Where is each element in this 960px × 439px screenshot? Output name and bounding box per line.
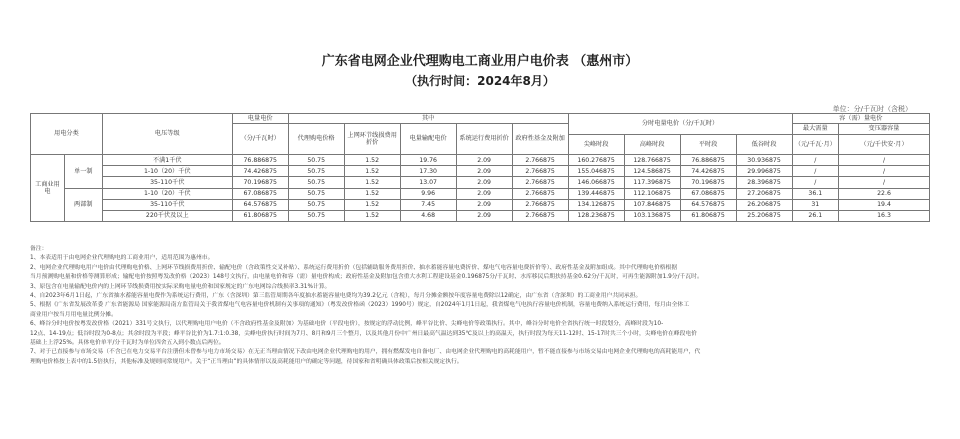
cell-system-fee: 2.09 [456,166,512,177]
cell-max-demand: / [792,166,838,177]
cell-max-demand: 31 [792,199,838,210]
cell-voltage: 1-10（20）千伏 [102,166,232,177]
header-tou: 分时电量电价（分/千瓦时） [568,114,792,135]
cell-energy-price: 61.806875 [232,210,288,221]
cell-fund: 2.766875 [512,155,568,166]
tariff-table [30,113,930,222]
cell-transformer: 22.6 [839,188,930,199]
table-row [31,177,930,188]
note-line: 1、本表适用于由电网企业代理购电的工商业用户，适用范围为惠州市。 [30,255,214,262]
header-capacity: 容（需）量电价 [792,114,929,124]
cell-system-fee: 2.09 [456,177,512,188]
cell-peak: 124.586875 [624,166,680,177]
cell-voltage: 35-110千伏 [102,177,232,188]
cell-transmission: 9.96 [400,188,456,199]
cell-proxy-price: 50.75 [288,177,344,188]
cell-transmission: 13.07 [400,177,456,188]
header-transformer-unit: （元/千伏安·月） [839,135,930,155]
cell-energy-price: 64.576875 [232,199,288,210]
cell-grid-loss: 1.52 [344,188,400,199]
header-system-fee: 系统运行费用折价 [456,124,512,155]
note-line: 4、自2023年6月1日起，广东省抽水蓄能容量电费作为系统运行费用，广东（含深圳）第三监管周期各年度抽水蓄能容量电费均为39.2亿元（含税），每月分摊金额按年度容量电费除以12确定，由广东省（含深圳）的工商业用户共同承担。 [30,293,642,300]
note-line: 5、根据《广东省发展改革委 广东省能源局 国家能源局南方监管局关于我省煤电气电容量电价机制有关事项的通知》（粤发改价格函（2023）1990号）规定，自2024年1月1日起，我省煤电气电执行容量电价机制，容量电费纳入系统运行费用，每月由全体工 [30,302,689,309]
cell-max-demand: / [792,177,838,188]
cell-peak-tip: 139.446875 [568,188,624,199]
header-peak: 高峰时段 [624,135,680,155]
cell-system-fee: 2.09 [456,199,512,210]
table-row [31,155,930,166]
header-category: 用电分类 [31,114,103,155]
note-line: 6、峰谷分时电价按粤发改价格（2021）331号文执行，以代理购电用户电价（不含政府性基金及附加）为基础电价（平段电价），按规定的浮动比例，峰平谷比价、尖峰电价等政策执行。其中，峰谷分时电价全省执行统一时段划分，高峰时段为10- [30,321,664,328]
cell-fund: 2.766875 [512,188,568,199]
header-row-1 [31,114,930,124]
table-row [31,199,930,210]
cell-valley: 25.206875 [736,210,792,221]
cell-grid-loss: 1.52 [344,210,400,221]
cell-peak: 107.846875 [624,199,680,210]
cell-voltage: 220千伏及以上 [102,210,232,221]
cell-transmission: 17.30 [400,166,456,177]
cell-proxy-price: 50.75 [288,155,344,166]
note-line: 备注： [30,246,48,252]
cell-system-fee: 2.09 [456,155,512,166]
header-energy-price-unit: （分/千瓦时） [232,124,288,155]
cell-valley: 27.206875 [736,188,792,199]
note-line: 7、对于已直接参与市场交易（不含已在电力交易平台注册但未曾参与电力市场交易）在无正当理由情况下改由电网企业代理购电的用户，拥有燃煤发电自备电厂、由电网企业代理购电的高耗能用户，暂不能直接参与市场交易由电网企业代理购电的高耗能用户，代 [30,349,701,356]
header-flat: 平时段 [680,135,736,155]
notes-section [30,245,935,367]
cell-valley: 30.936875 [736,155,792,166]
header-proxy-price: 代理购电价格 [288,124,344,155]
cell-proxy-price: 50.75 [288,210,344,221]
page-title: 广东省电网企业代理购电工商业用户电价表 （惠州市） [321,54,639,69]
cell-peak-tip: 128.236875 [568,210,624,221]
table-row [31,188,930,199]
note-line: 12点、14-19点；低谷时段为0-8点；其余时段为平段；峰平谷比价为1.7:1:0.38，尖峰电价执行时间为7月、8月和9月三个整月，以及其他月份中广州日最高气温达到35℃及以上的高温天，执行时段为每天11-12时、15-17时共三个小时，尖峰电价在峰段电价 [30,330,697,337]
cell-max-demand: 36.1 [792,188,838,199]
cell-fund: 2.766875 [512,199,568,210]
cell-voltage: 1-10（20）千伏 [102,188,232,199]
cell-grid-loss: 1.52 [344,155,400,166]
header-fund: 政府性基金及附加 [512,124,568,155]
cell-grid-loss: 1.52 [344,199,400,210]
cell-transmission: 7.45 [400,199,456,210]
cell-fund: 2.766875 [512,166,568,177]
cell-fund: 2.766875 [512,210,568,221]
header-peak-tip: 尖峰时段 [568,135,624,155]
cell-peak: 128.766875 [624,155,680,166]
cell-flat: 70.196875 [680,177,736,188]
cell-fund: 2.766875 [512,177,568,188]
cell-flat: 61.806875 [680,210,736,221]
cell-voltage: 不满1千伏 [102,155,232,166]
cell-grid-loss: 1.52 [344,177,400,188]
header-transformer: 变压器容量 [839,124,930,135]
header-transmission: 电量输配电价 [400,124,456,155]
group-label: 工商业用电 [31,155,65,222]
header-max-demand-unit: （元/千瓦·月） [792,135,838,155]
cell-energy-price: 76.886875 [232,155,288,166]
cell-transformer: / [839,177,930,188]
cell-voltage: 35-110千伏 [102,199,232,210]
cell-flat: 76.886875 [680,155,736,166]
cell-valley: 28.396875 [736,177,792,188]
cell-valley: 29.996875 [736,166,792,177]
cell-energy-price: 74.426875 [232,166,288,177]
dual-label: 两部制 [64,188,102,222]
cell-transformer: / [839,166,930,177]
cell-peak: 103.136875 [624,210,680,221]
cell-peak: 117.396875 [624,177,680,188]
cell-peak: 112.106875 [624,188,680,199]
header-of-which: 其中 [288,114,568,124]
cell-max-demand: / [792,155,838,166]
table-row [31,210,930,221]
header-energy-price: 电量电价 [232,114,288,124]
cell-peak-tip: 155.046875 [568,166,624,177]
single-label: 单一制 [64,155,102,189]
cell-peak-tip: 146.066875 [568,177,624,188]
header-voltage: 电压等级 [102,114,232,155]
page-subtitle: （执行时间：2024年8月） [405,74,555,88]
cell-peak-tip: 160.276875 [568,155,624,166]
cell-flat: 64.576875 [680,199,736,210]
note-line: 2、电网企业代理购电用户电价由代理购电价格、上网环节线损费用折价、输配电价（含政策性交叉补贴）、系统运行费用折价（包括辅助服务费用折价、抽水蓄能容量电费折价、煤电气电容量电费折价等）、政府性基金及附加组成。其中代理购电价格根据 [30,264,678,271]
cell-grid-loss: 1.52 [344,166,400,177]
cell-proxy-price: 50.75 [288,166,344,177]
cell-flat: 74.426875 [680,166,736,177]
cell-transformer: / [839,155,930,166]
cell-energy-price: 67.086875 [232,188,288,199]
cell-transmission: 4.68 [400,210,456,221]
cell-system-fee: 2.09 [456,210,512,221]
cell-proxy-price: 50.75 [288,188,344,199]
unit-label: 单位：分/千瓦时（含税） [832,105,912,113]
cell-valley: 26.206875 [736,199,792,210]
cell-max-demand: 26.1 [792,210,838,221]
cell-transformer: 16.3 [839,210,930,221]
header-grid-loss: 上网环节线损费用折价 [344,124,400,155]
header-max-demand: 最大需量 [792,124,838,135]
note-line: 理购电价格按上表中的1.5倍执行，其他标准及规则同常规用户。关于“正当理由”的具体情形以及高耗能用户的确定等问题，待国家和省明确具体政策后按相关规定执行。 [30,358,463,365]
cell-energy-price: 70.196875 [232,177,288,188]
cell-transformer: 19.4 [839,199,930,210]
cell-flat: 67.086875 [680,188,736,199]
cell-transmission: 19.76 [400,155,456,166]
note-line: 当月预测购电量和价格等测算形成；输配电价按照粤发改价格（2023）148号文执行，由电量电价和容（需）量电价构成；政府性基金及附加包含重大水利工程建设基金0.196875分/千瓦时、水库移民后期扶持基金0.62分/千瓦时，可再生能源附加1.9分/千瓦时。 [30,274,703,281]
cell-system-fee: 2.09 [456,188,512,199]
note-line: 商业用户按当月用电量比例分摊。 [30,311,117,318]
header-valley: 低谷时段 [736,135,792,155]
note-line: 3、原包含在电量输配电价内的上网环节线损费用按实际采购电量电价和国家规定的广东电网综合线损率3.31%计算。 [30,283,331,290]
cell-peak-tip: 134.126875 [568,199,624,210]
cell-proxy-price: 50.75 [288,199,344,210]
note-line: 基础上上浮25%。具体电价单平/分千瓦时为单位四舍五入到小数点后两位。 [30,340,225,347]
table-row [31,166,930,177]
